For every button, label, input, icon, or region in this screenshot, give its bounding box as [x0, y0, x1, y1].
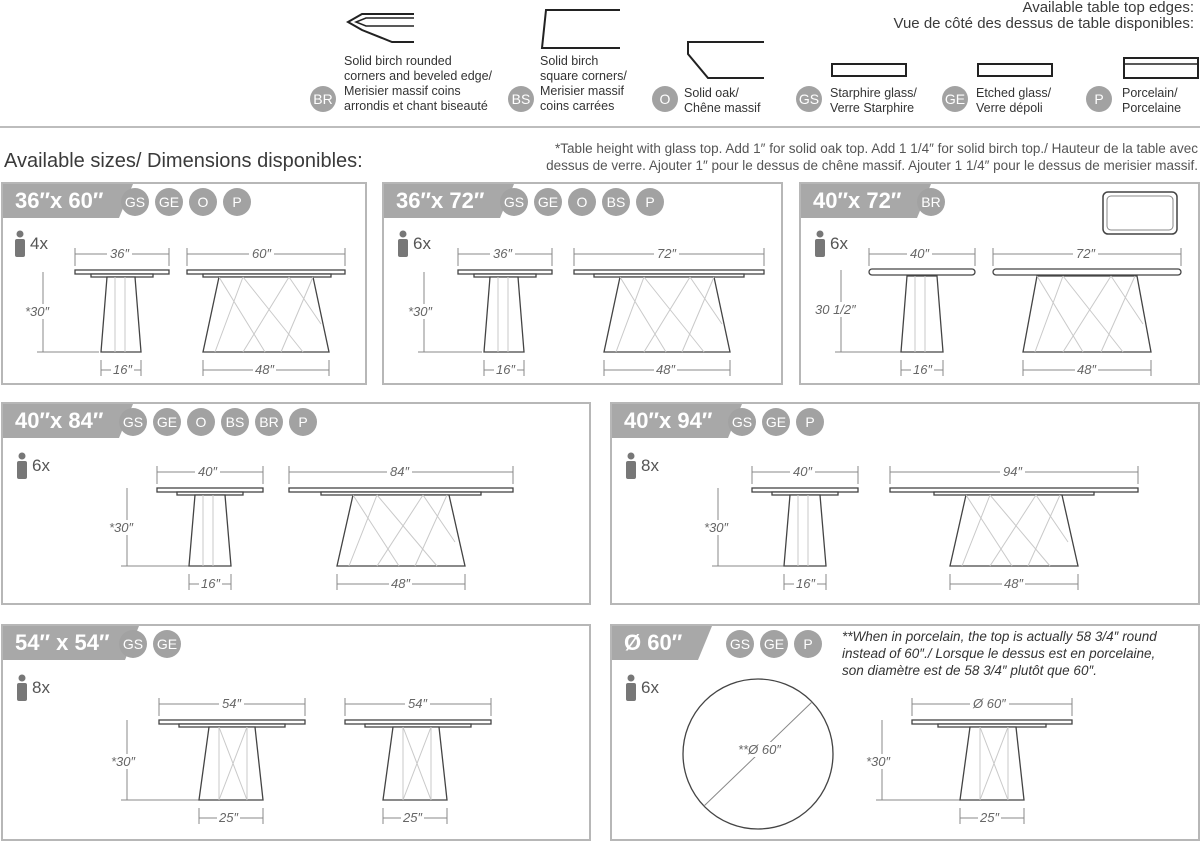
finish-badge: GS	[726, 630, 754, 658]
base-width-label: 16″	[796, 576, 816, 591]
height-label: *30″	[25, 304, 50, 319]
finish-badge: GE	[762, 408, 790, 436]
panel-36x72	[382, 182, 783, 385]
panel-title: 40″x 84″	[3, 404, 119, 438]
panel-40x94	[610, 402, 1200, 605]
table-drawing	[801, 184, 1200, 387]
edges-title-en: Available table top edges:	[1022, 0, 1194, 16]
seating: 4x	[13, 230, 48, 258]
finish-badge: BR	[255, 408, 283, 436]
table-drawing	[384, 184, 785, 387]
oak-edge-icon	[684, 40, 764, 80]
top-diameter-label: Ø 60″	[970, 696, 1009, 711]
top-width-label: 36″	[490, 246, 515, 261]
top-length-label: 84″	[387, 464, 412, 479]
top-width-label: 40″	[195, 464, 220, 479]
height-note: *Table height with glass top. Add 1″ for solid oak top. Add 1 1/4″ for solid birch top./ Hauteur de la table avec dessus de verre. Ajouter 1″ pour le dessus de chêne massif. Ajouter 1 1/4″ pour le dessus de merisier massif.	[546, 141, 1198, 173]
base-width-label: 16″	[201, 576, 221, 591]
panel-title: 40″x 72″	[801, 184, 917, 218]
porcelain-edge-icon	[1122, 56, 1200, 82]
edge-legend-o	[650, 0, 790, 125]
edge-badge: P	[1086, 86, 1112, 112]
edge-legend-ge	[942, 0, 1082, 125]
top-width-label: 54″	[219, 696, 244, 711]
seating: 6x	[15, 452, 50, 480]
base-width-label: 25″	[219, 810, 239, 825]
finish-badge: BR	[917, 188, 945, 216]
top-length-label: 72″	[1073, 246, 1098, 261]
finish-badge: O	[189, 188, 217, 216]
edge-label: Starphire glass/ Verre Starphire	[830, 86, 917, 115]
seating: 6x	[813, 230, 848, 258]
finish-badge: P	[636, 188, 664, 216]
seating: 8x	[624, 452, 659, 480]
finish-badge: GS	[119, 630, 147, 658]
edge-badge: GE	[942, 86, 968, 112]
edge-label: Porcelain/ Porcelaine	[1122, 86, 1182, 115]
finish-badge: O	[568, 188, 596, 216]
panel-title: 36″x 60″	[3, 184, 119, 218]
top-length-label: 60″	[249, 246, 274, 261]
square-edge-icon	[540, 6, 620, 50]
seating: 6x	[396, 230, 431, 258]
base-length-label: 48″	[656, 362, 676, 377]
height-label: *30″	[704, 520, 729, 535]
finish-badge: GS	[121, 188, 149, 216]
height-label: *30″	[111, 754, 136, 769]
panel-40x72	[799, 182, 1200, 385]
finish-badge: BS	[221, 408, 249, 436]
edge-legend-p	[1086, 0, 1200, 125]
panel-36x60	[1, 182, 367, 385]
etched-glass-edge-icon	[976, 62, 1056, 82]
panel-54x54	[1, 624, 591, 841]
edge-badge: BS	[508, 86, 534, 112]
edge-legend-bs	[506, 0, 646, 125]
base-length-label: 25″	[403, 810, 423, 825]
base-length-label: 48″	[255, 362, 275, 377]
finish-badge: GS	[500, 188, 528, 216]
panel-title: Ø 60″	[612, 626, 698, 660]
edge-label: Solid birch square corners/ Merisier massif coins carrées	[540, 54, 627, 113]
table-drawing	[3, 404, 593, 607]
height-label: 30 1/2″	[815, 302, 856, 317]
edge-badge: O	[652, 86, 678, 112]
finish-badge: GS	[728, 408, 756, 436]
finish-badge: P	[223, 188, 251, 216]
finish-badge: GE	[534, 188, 562, 216]
finish-badge: BS	[602, 188, 630, 216]
edge-label: Solid oak/ Chêne massif	[684, 86, 761, 115]
edge-label: Etched glass/ Verre dépoli	[976, 86, 1052, 115]
height-label: *30″	[866, 754, 891, 769]
edge-badge: BR	[310, 86, 336, 112]
seating: 6x	[624, 674, 659, 702]
table-drawing	[612, 404, 1200, 607]
base-length-label: 48″	[391, 576, 411, 591]
top-length-label: 94″	[1000, 464, 1025, 479]
base-length-label: 48″	[1077, 362, 1097, 377]
finish-badge: O	[187, 408, 215, 436]
panel-title: 40″x 94″	[612, 404, 728, 438]
porcelain-note: **When in porcelain, the top is actually 58 3/4″ round instead of 60″./ Lorsque le dessus est en porcelaine, son diamètre est de 58 3/4″ plutôt que 60″.	[842, 629, 1157, 678]
base-length-label: 48″	[1004, 576, 1024, 591]
sizes-title: Available sizes/ Dimensions disponibles:	[4, 150, 363, 172]
panel-title: 54″ x 54″	[3, 626, 125, 660]
height-label: *30″	[109, 520, 134, 535]
top-length-label: 54″	[405, 696, 430, 711]
top-width-label: 36″	[107, 246, 132, 261]
base-width-label: 16″	[113, 362, 133, 377]
finish-badge: P	[796, 408, 824, 436]
edge-legend-gs	[796, 0, 936, 125]
finish-badge: GE	[155, 188, 183, 216]
table-drawing	[3, 626, 593, 843]
table-drawing	[3, 184, 369, 387]
edges-title-fr: Vue de côté des dessus de table disponibles:	[893, 15, 1194, 32]
divider	[0, 126, 1200, 128]
top-length-label: 72″	[654, 246, 679, 261]
starphire-glass-edge-icon	[830, 62, 910, 82]
finish-badge: GE	[153, 630, 181, 658]
panel-title: 36″x 72″	[384, 184, 500, 218]
edge-legend-br	[308, 0, 508, 125]
panel-round-60	[610, 624, 1200, 841]
rounded-beveled-edge-icon	[344, 8, 424, 48]
base-width-label: 16″	[496, 362, 516, 377]
top-width-label: 40″	[907, 246, 932, 261]
panel-40x84	[1, 402, 591, 605]
circle-diameter-label: **Ø 60″	[738, 742, 781, 757]
edge-label: Solid birch rounded corners and beveled edge/ Merisier massif coins arrondis et chant biseauté	[344, 54, 493, 113]
finish-badge: GS	[119, 408, 147, 436]
finish-badge: GE	[760, 630, 788, 658]
finish-badge: GE	[153, 408, 181, 436]
seating: 8x	[15, 674, 50, 702]
edge-badge: GS	[796, 86, 822, 112]
finish-badge: P	[794, 630, 822, 658]
top-width-label: 40″	[790, 464, 815, 479]
table-drawing	[612, 626, 1200, 843]
height-label: *30″	[408, 304, 433, 319]
base-width-label: 16″	[913, 362, 933, 377]
finish-badge: P	[289, 408, 317, 436]
base-width-label: 25″	[980, 810, 1000, 825]
